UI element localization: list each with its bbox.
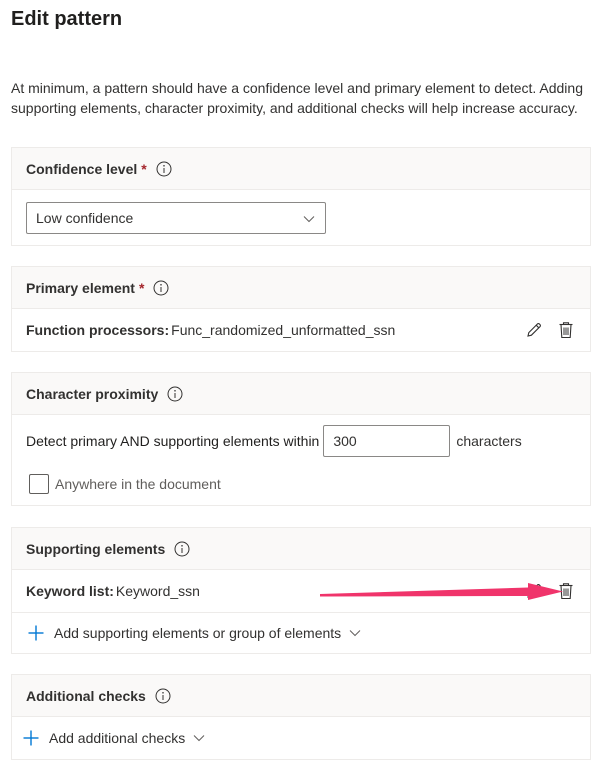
confidence-title: Confidence level (26, 160, 138, 177)
proximity-prefix: Detect primary AND supporting elements within (26, 433, 320, 449)
confidence-header (12, 148, 590, 190)
anywhere-row (26, 467, 576, 501)
proximity-input[interactable]: 300 (323, 425, 450, 457)
proximity-title: Character proximity (26, 385, 159, 402)
chevron-down-icon (349, 629, 361, 637)
primary-element-value: Func_randomized_unformatted_ssn (171, 322, 396, 338)
required-mark: * (141, 160, 147, 177)
anywhere-checkbox[interactable] (29, 474, 49, 494)
proximity-suffix: characters (456, 433, 522, 449)
edit-icon[interactable] (524, 320, 544, 340)
add-supporting-label: Add supporting elements or group of elements (54, 625, 342, 641)
add-additional-checks-button[interactable] (21, 717, 576, 759)
confidence-section (11, 147, 591, 246)
info-icon[interactable] (167, 386, 183, 402)
supporting-title: Supporting elements (26, 540, 166, 557)
plus-icon (21, 728, 41, 748)
add-additional-label: Add additional checks (49, 730, 186, 746)
info-icon[interactable] (174, 541, 190, 557)
chevron-down-icon (193, 734, 205, 742)
info-icon[interactable] (155, 688, 171, 704)
primary-element-row (26, 309, 576, 351)
anywhere-label[interactable]: Anywhere in the document (55, 476, 221, 492)
confidence-dropdown[interactable] (26, 202, 326, 234)
info-icon[interactable] (156, 161, 172, 177)
keyword-list-value: Keyword_ssn (115, 583, 200, 599)
confidence-selected: Low confidence (36, 210, 134, 226)
keyword-list-label: Keyword list: (26, 583, 114, 599)
primary-section (11, 266, 591, 352)
proximity-section (11, 372, 591, 506)
primary-header (12, 267, 590, 309)
trash-icon[interactable] (556, 320, 576, 340)
additional-section (11, 674, 591, 760)
page-title: Edit pattern (11, 8, 123, 30)
proximity-header (12, 373, 590, 415)
info-icon[interactable] (153, 280, 169, 296)
additional-header (12, 675, 590, 717)
primary-title: Primary element (26, 279, 135, 296)
chevron-down-icon (303, 210, 315, 226)
required-mark: * (138, 279, 145, 296)
proximity-row (26, 415, 576, 467)
supporting-header (12, 528, 590, 570)
annotation-arrow (318, 579, 568, 607)
additional-title: Additional checks (26, 687, 146, 704)
primary-element-label: Function processors: (26, 322, 170, 338)
intro-text: At minimum, a pattern should have a confidence level and primary element to detect. Adding supporting elements, character proximity, and additional checks will help increase accuracy. (11, 80, 583, 116)
add-supporting-button[interactable] (26, 613, 576, 653)
plus-icon (26, 623, 46, 643)
